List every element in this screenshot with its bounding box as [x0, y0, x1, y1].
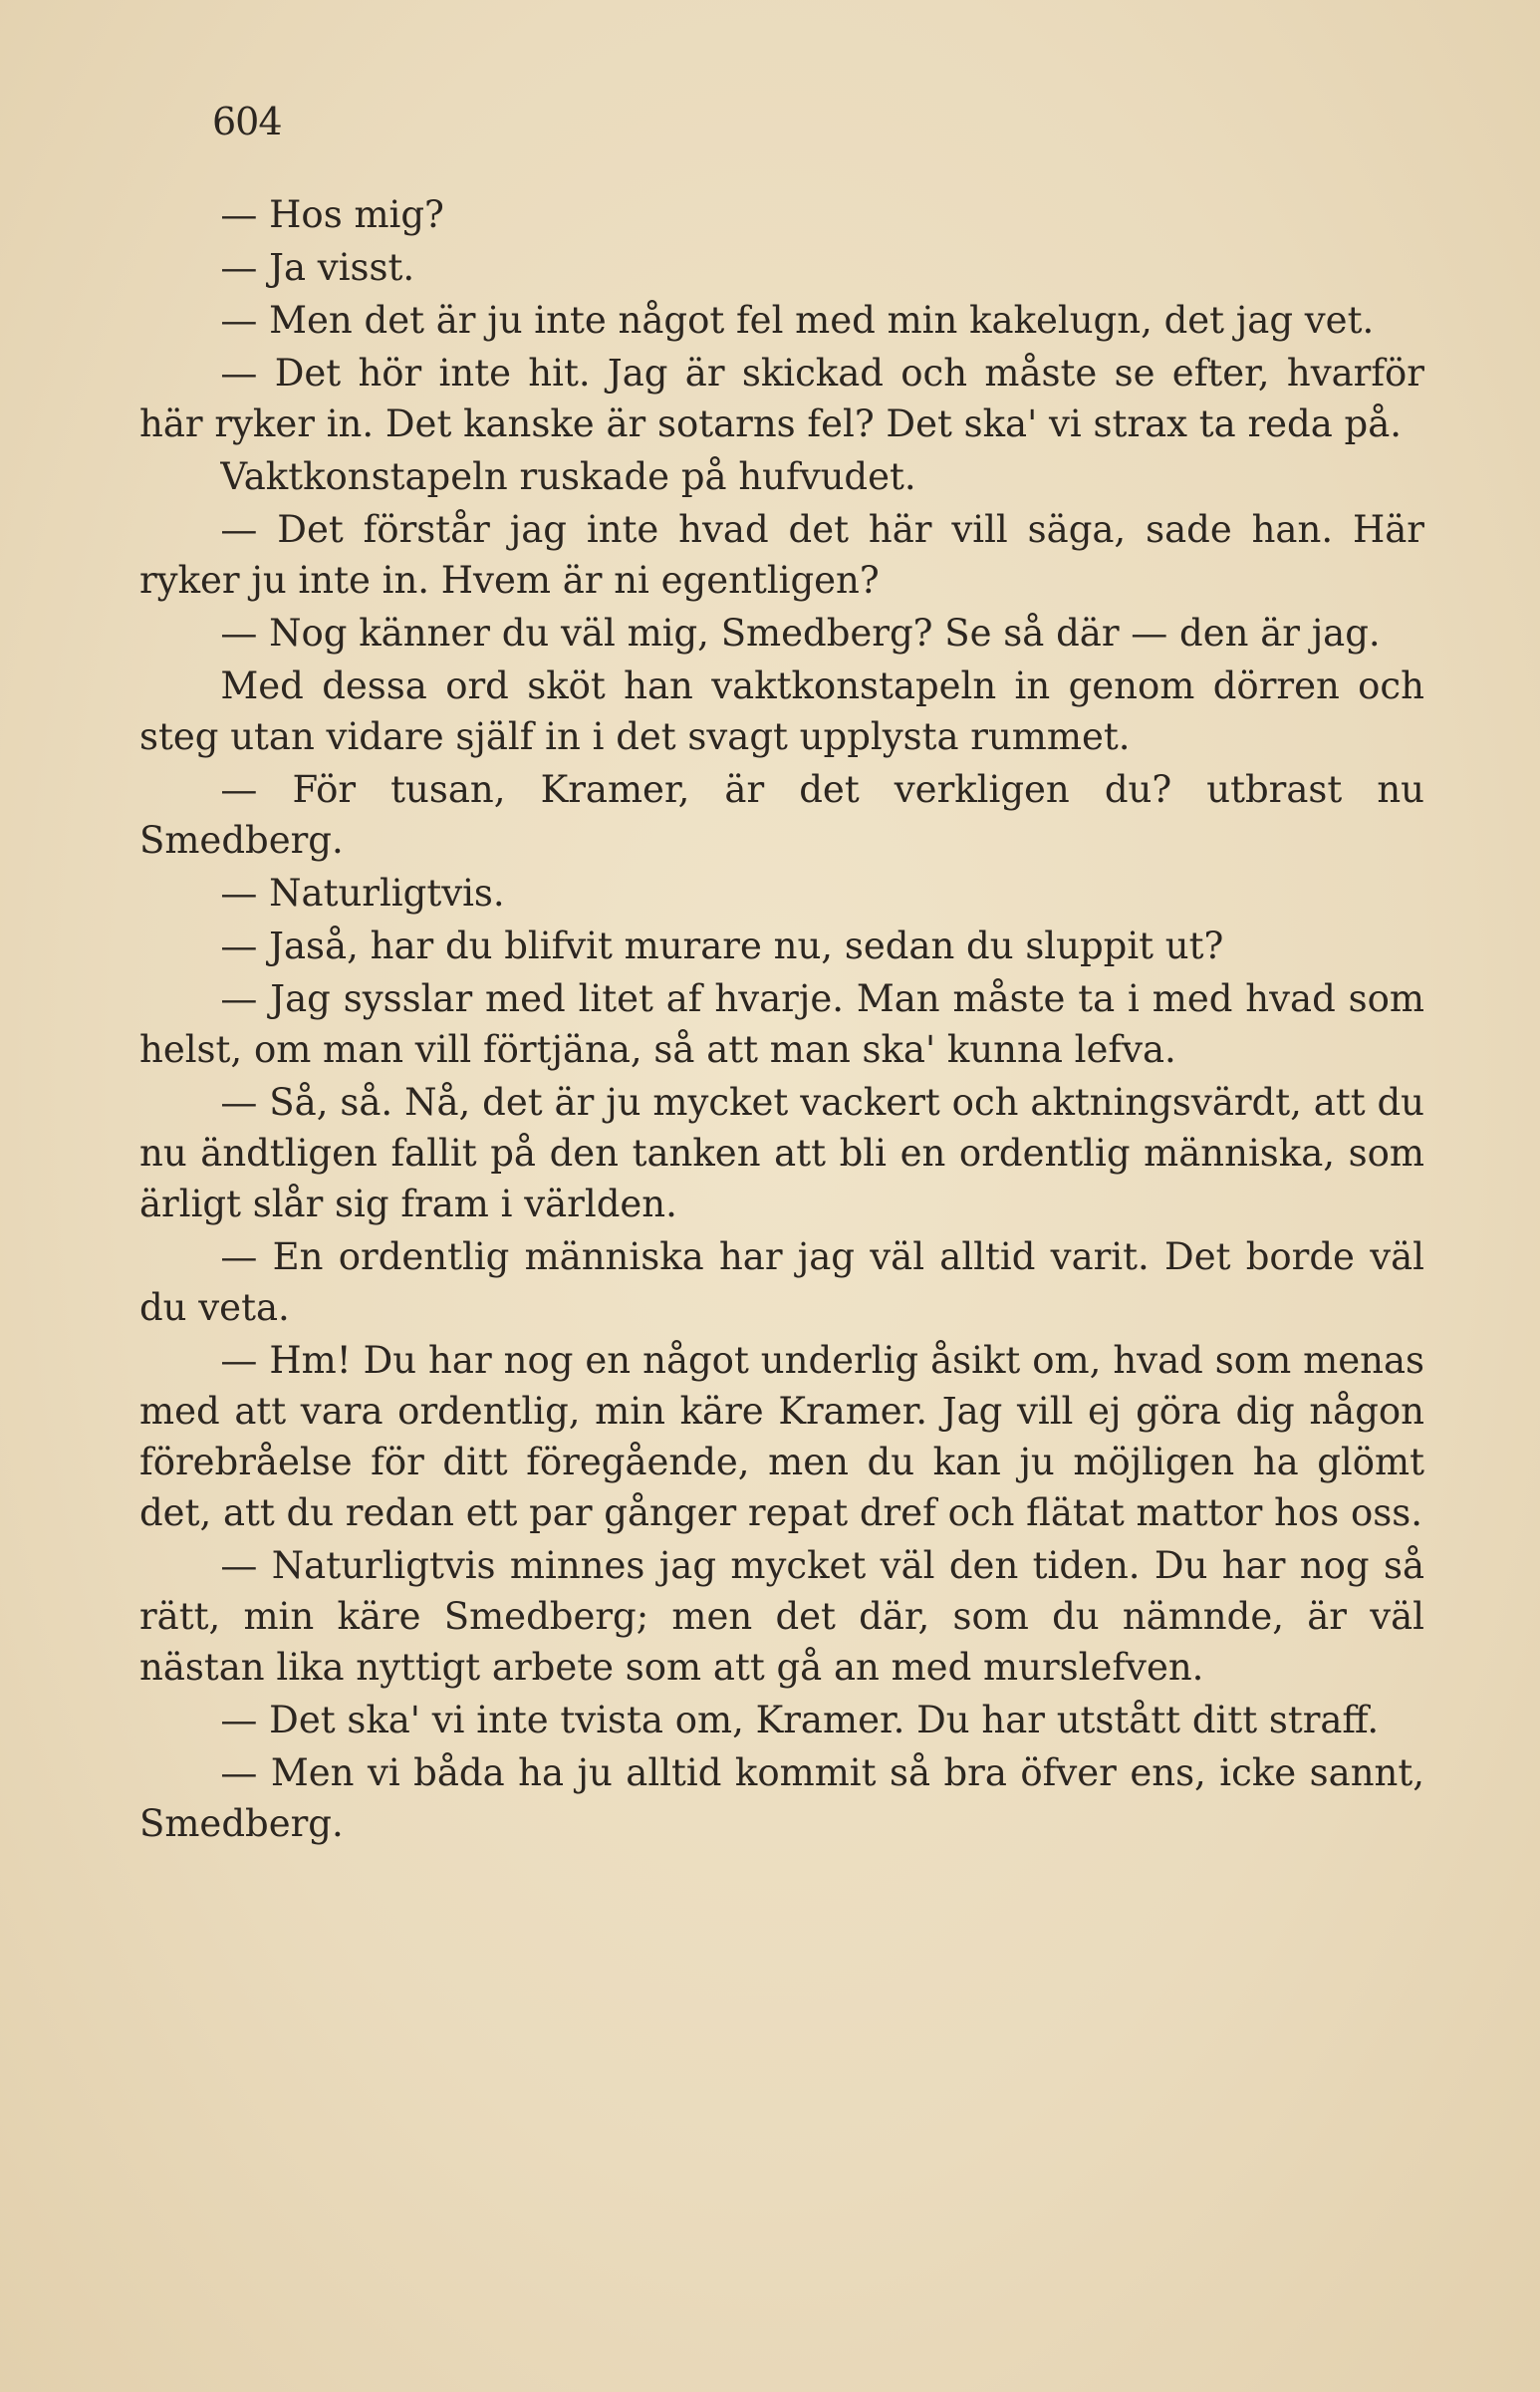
page-number: 604: [212, 100, 282, 143]
paragraph: — Nog känner du väl mig, Smedberg? Se så där — den är jag.: [220, 612, 1381, 655]
paragraph: — Jag sysslar med litet af hvarje. Man måste ta i med hvad som helst, om man vill förtjäna, så att man ska' kunna lefva.: [139, 977, 1424, 1071]
paragraph: — Det hör inte hit. Jag är skickad och måste se efter, hvarför här ryker in. Det kanske är sotarns fel? Det ska' vi strax ta reda på.: [139, 352, 1424, 445]
paragraph: — Hos mig?: [220, 193, 444, 236]
paragraph: — Naturligtvis.: [220, 872, 505, 915]
paragraph: — Men vi båda ha ju alltid kommit så bra öfver ens, icke sannt, Smedberg.: [139, 1751, 1424, 1845]
paragraph: — En ordentlig människa har jag väl alltid varit. Det borde väl du veta.: [139, 1235, 1424, 1329]
paragraph: — Så, så. Nå, det är ju mycket vackert och aktningsvärdt, att du nu ändtligen fallit på den tanken att bli en ordentlig människa, som ärligt slår sig fram i världen.: [139, 1081, 1424, 1225]
paragraph: — För tusan, Kramer, är det verkligen du? utbrast nu Smedberg.: [139, 768, 1424, 862]
paragraph: — Jaså, har du blifvit murare nu, sedan du sluppit ut?: [220, 925, 1224, 967]
paragraph: — Naturligtvis minnes jag mycket väl den tiden. Du har nog så rätt, min käre Smedberg; men det där, som du nämnde, är väl nästan lika nyttigt arbete som att gå an med murslefven.: [139, 1544, 1424, 1689]
paragraph: — Hm! Du har nog en något underlig åsikt om, hvad som menas med att vara ordentlig, min käre Kramer. Jag vill ej göra dig någon förebråelse för ditt föregående, men du kan ju möjligen ha glömt det, att du redan ett par gånger repat dref och flätat mattor hos oss.: [139, 1339, 1424, 1534]
paragraph: — Ja visst.: [220, 246, 415, 289]
paragraph: — Men det är ju inte något fel med min kakelugn, det jag vet.: [220, 299, 1375, 342]
paragraph: Vaktkonstapeln ruskade på hufvudet.: [220, 455, 916, 498]
body-text: [139, 189, 1424, 1851]
paragraph: — Det förstår jag inte hvad det här vill säga, sade han. Här ryker ju inte in. Hvem är ni egentligen?: [139, 508, 1424, 602]
paragraph: — Det ska' vi inte tvista om, Kramer. Du har utstått ditt straff.: [220, 1699, 1380, 1741]
paragraph: Med dessa ord sköt han vaktkonstapeln in genom dörren och steg utan vidare själf in i det svagt upplysta rummet.: [139, 664, 1424, 758]
